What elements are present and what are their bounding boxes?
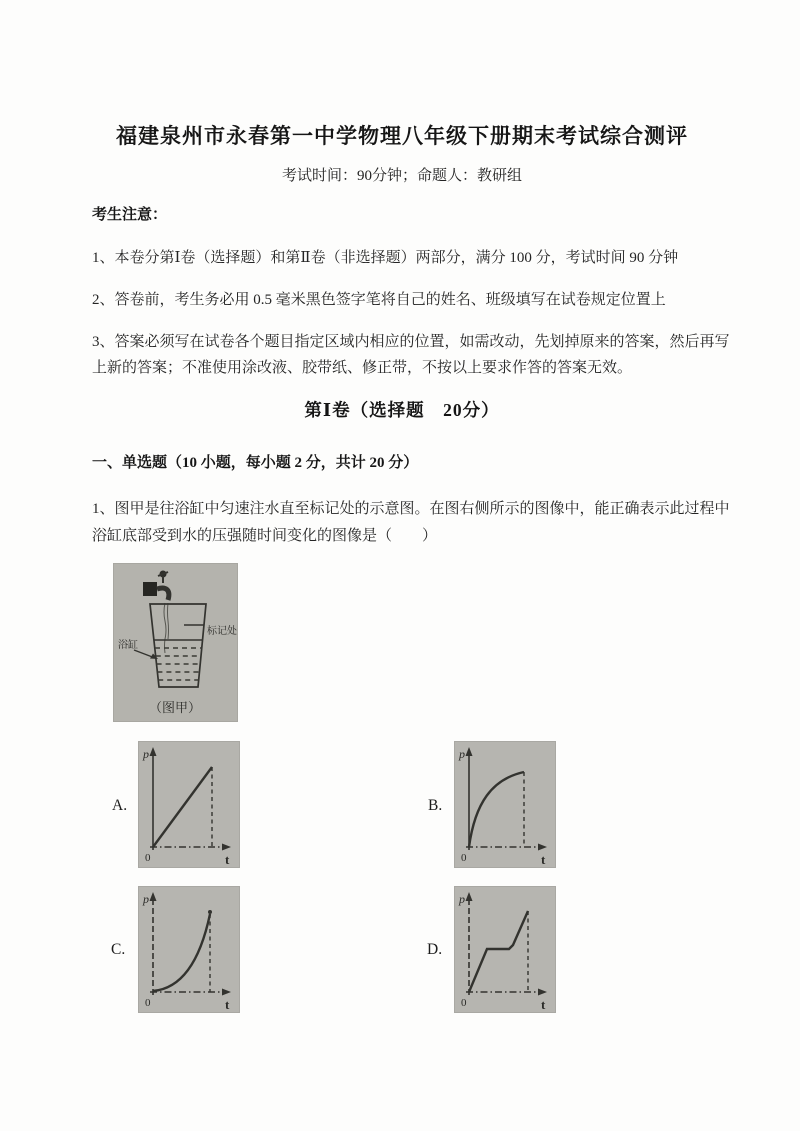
option-b-label: B. (428, 797, 443, 814)
curve-rise-plateau-rise (469, 911, 528, 992)
y-axis-arrow-icon (466, 747, 473, 756)
x-axis-arrow-icon (222, 989, 231, 996)
origin-label: 0 (145, 997, 151, 1009)
x-axis-arrow-icon (222, 844, 231, 851)
y-axis-label: p (143, 747, 149, 761)
page-title: 福建泉州市永春第一中学物理八年级下册期末考试综合测评 (116, 124, 688, 148)
y-axis-label: p (459, 747, 465, 761)
tub-label: 浴缸 (118, 640, 138, 651)
figure-jia (113, 563, 238, 722)
y-axis-label: p (143, 892, 149, 906)
x-axis-label: t (225, 997, 230, 1012)
notice-item-3: 3、答案必须写在试卷各个题目指定区域内相应的位置，如需改动，先划掉原来的答案，然后再写上新的答案；不准使用涂改液、胶带纸、修正带，不按以上要求作答的答案无效。 (92, 334, 730, 376)
faucet-valve-body (143, 582, 157, 596)
origin-label: 0 (461, 852, 467, 864)
x-axis-arrow-icon (538, 989, 547, 996)
y-axis-label: p (459, 892, 465, 906)
notice-heading: 考生注意： (92, 207, 168, 223)
y-axis-arrow-icon (150, 747, 157, 756)
notice-item-1: 1、本卷分第Ⅰ卷（选择题）和第Ⅱ卷（非选择题）两部分，满分 100 分，考试时间 90 分钟 (92, 250, 679, 266)
x-axis-label: t (541, 852, 546, 867)
x-axis-label: t (541, 997, 546, 1012)
figure-caption: （图甲） (148, 700, 202, 715)
curve-end-dot (208, 910, 212, 914)
y-axis-arrow-icon (466, 892, 473, 901)
option-a-graph (138, 741, 240, 868)
origin-label: 0 (145, 852, 151, 864)
water-stream (164, 603, 169, 653)
figure-jia-drawing (113, 563, 238, 722)
faucet-icon (143, 571, 169, 601)
curve-concave (469, 772, 524, 847)
option-d-label: D. (427, 941, 443, 958)
x-axis-arrow-icon (538, 844, 547, 851)
y-axis-arrow-icon (150, 892, 157, 901)
option-c-label: C. (111, 941, 126, 958)
option-d-graph (454, 886, 556, 1013)
option-b-graph (454, 741, 556, 868)
tub-outline (150, 604, 206, 687)
option-a-label: A. (112, 797, 128, 814)
section-1-header: 第Ⅰ卷（选择题 20分） (304, 400, 500, 420)
subsection-header: 一、单选题（10 小题，每小题 2 分，共计 20 分） (92, 455, 419, 471)
exam-meta-line: 考试时间：90分钟；命题人：教研组 (281, 168, 522, 184)
curve-convex (153, 914, 210, 991)
x-axis-label: t (225, 852, 230, 867)
faucet-spout (157, 588, 169, 600)
mark-label: 标记处 (207, 626, 237, 637)
water-dashes (155, 648, 202, 680)
origin-label: 0 (461, 997, 467, 1009)
question-1-text: 1、图甲是往浴缸中匀速注水直至标记处的示意图。在图右侧所示的图像中，能正确表示此过程中浴缸底部受到水的压强随时间变化的图像是（ ） (92, 501, 730, 544)
curve-linear (153, 767, 212, 847)
option-c-graph (138, 886, 240, 1013)
notice-item-2: 2、答卷前，考生务必用 0.5 毫米黑色签字笔将自己的姓名、班级填写在试卷规定位置上 (92, 292, 666, 308)
